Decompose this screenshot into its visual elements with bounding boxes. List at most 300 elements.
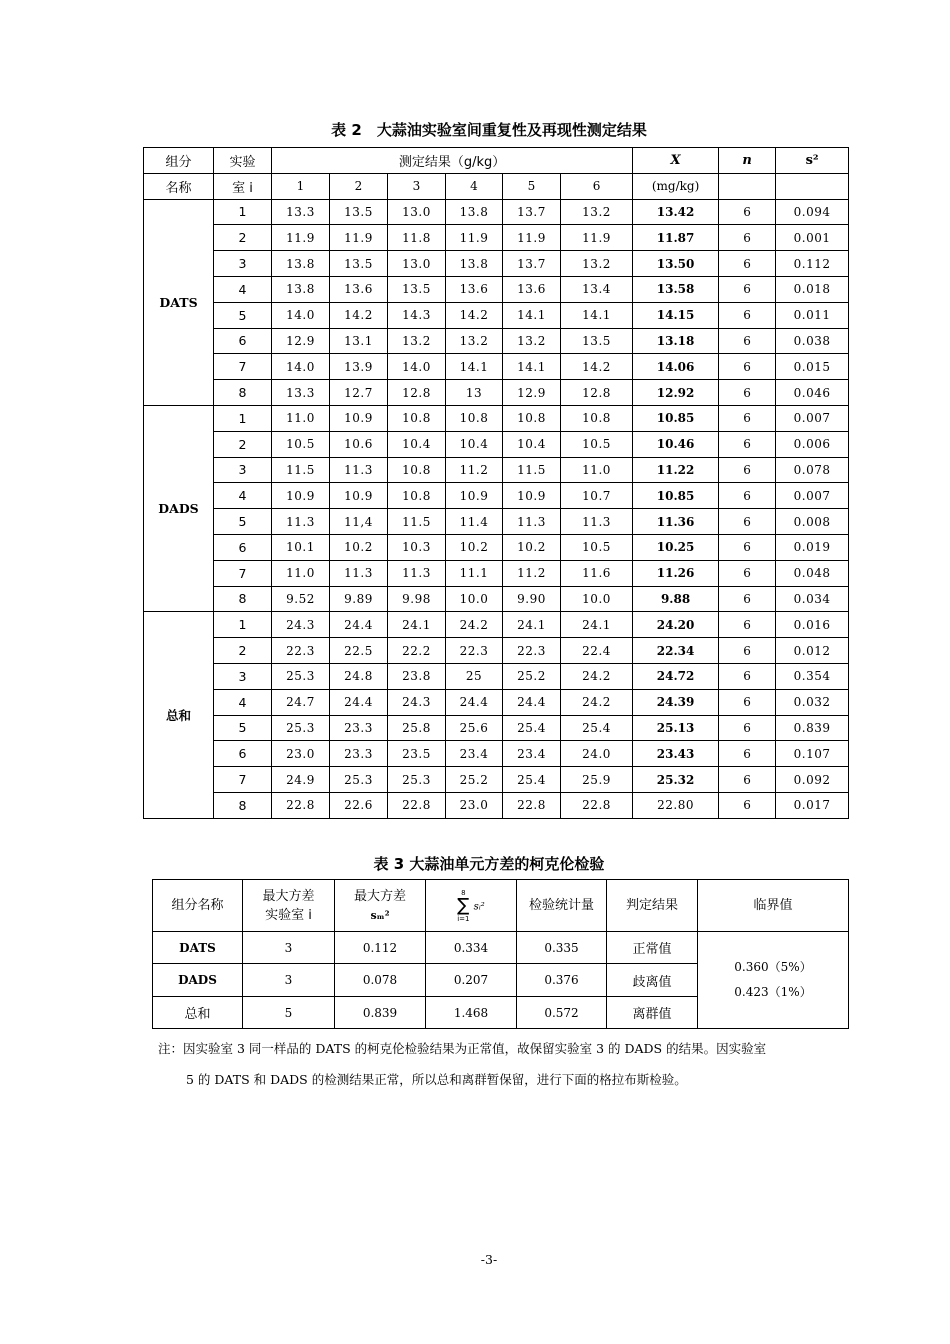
table-row (144, 560, 849, 586)
result-cell: 13.8 (446, 199, 503, 225)
lab-number: 2 (214, 638, 272, 664)
result-cell: 24.4 (330, 612, 388, 638)
result-cell: 24.1 (388, 612, 446, 638)
variance-s2: 0.094 (776, 199, 849, 225)
header-col-5: 5 (503, 173, 561, 199)
result-cell: 22.3 (446, 638, 503, 664)
mean-x: 12.92 (633, 380, 719, 406)
t3-header-sum (426, 880, 517, 932)
table-row (144, 483, 849, 509)
mean-x: 24.72 (633, 663, 719, 689)
result-cell: 13.5 (330, 251, 388, 277)
result-cell: 25.3 (272, 715, 330, 741)
result-cell: 14.0 (388, 354, 446, 380)
result-cell: 11.8 (388, 225, 446, 251)
t3-row-group: DATS (153, 932, 243, 964)
result-cell: 10.4 (388, 431, 446, 457)
lab-number: 7 (214, 767, 272, 793)
result-cell: 11.3 (330, 457, 388, 483)
count-n: 6 (719, 534, 776, 560)
critical-1pct: 0.423（1%） (734, 985, 812, 999)
result-cell: 13.3 (272, 380, 330, 406)
t3-row-sum: 0.207 (426, 964, 517, 997)
table2-caption: 表 2 大蒜油实验室间重复性及再现性测定结果 (331, 121, 647, 139)
result-cell: 25.3 (330, 767, 388, 793)
mean-x: 25.13 (633, 715, 719, 741)
mean-x: 25.32 (633, 767, 719, 793)
result-cell: 9.98 (388, 586, 446, 612)
sum-variable: sᵢ² (473, 901, 485, 912)
header-n: n (719, 148, 776, 174)
variance-s2: 0.006 (776, 431, 849, 457)
result-cell: 11.1 (446, 560, 503, 586)
result-cell: 11.0 (272, 405, 330, 431)
result-cell: 13.0 (388, 199, 446, 225)
mean-x: 10.46 (633, 431, 719, 457)
result-cell: 22.4 (561, 638, 633, 664)
t3-header-maxvar-bottom: sₘ² (370, 908, 390, 922)
variance-s2: 0.007 (776, 405, 849, 431)
result-cell: 24.0 (561, 741, 633, 767)
t3-row-judgement: 歧离值 (607, 964, 698, 997)
result-cell: 10.7 (561, 483, 633, 509)
result-cell: 11.5 (503, 457, 561, 483)
result-cell: 11.0 (272, 560, 330, 586)
variance-s2: 0.016 (776, 612, 849, 638)
t3-row-sum: 0.334 (426, 932, 517, 964)
result-cell: 12.9 (272, 328, 330, 354)
result-cell: 25.9 (561, 767, 633, 793)
result-cell: 24.9 (272, 767, 330, 793)
lab-number: 8 (214, 586, 272, 612)
result-cell: 10.9 (272, 483, 330, 509)
table-row (144, 767, 849, 793)
result-cell: 10.9 (446, 483, 503, 509)
result-cell: 10.8 (446, 405, 503, 431)
table-row (144, 405, 849, 431)
table-row (144, 715, 849, 741)
lab-number: 2 (214, 431, 272, 457)
result-cell: 23.8 (388, 663, 446, 689)
result-cell: 10.4 (503, 431, 561, 457)
table-row (144, 276, 849, 302)
result-cell: 23.3 (330, 741, 388, 767)
mean-x: 10.85 (633, 483, 719, 509)
result-cell: 25.2 (503, 663, 561, 689)
variance-s2: 0.038 (776, 328, 849, 354)
lab-number: 7 (214, 354, 272, 380)
result-cell: 25.4 (503, 767, 561, 793)
result-cell: 10.8 (388, 405, 446, 431)
table-row (144, 741, 849, 767)
lab-number: 6 (214, 741, 272, 767)
result-cell: 24.8 (330, 663, 388, 689)
result-cell: 25.4 (503, 715, 561, 741)
t3-header-judgement: 判定结果 (607, 880, 698, 932)
result-cell: 13.3 (272, 199, 330, 225)
count-n: 6 (719, 276, 776, 302)
t3-row-group: 总和 (153, 997, 243, 1029)
t3-row-maxvar: 0.078 (335, 964, 426, 997)
table3-caption: 表 3 大蒜油单元方差的柯克伦检验 (373, 855, 605, 873)
result-cell: 10.9 (330, 483, 388, 509)
count-n: 6 (719, 380, 776, 406)
group-name: DADS (144, 405, 214, 611)
variance-s2: 0.015 (776, 354, 849, 380)
result-cell: 11.5 (388, 509, 446, 535)
result-cell: 14.3 (388, 302, 446, 328)
t3-header-group: 组分名称 (153, 880, 243, 932)
mean-x: 14.15 (633, 302, 719, 328)
result-cell: 13.2 (561, 199, 633, 225)
result-cell: 10.8 (388, 483, 446, 509)
result-cell: 11.5 (272, 457, 330, 483)
mean-x: 24.39 (633, 689, 719, 715)
header-s2-blank (776, 173, 849, 199)
mean-x: 10.25 (633, 534, 719, 560)
lab-number: 5 (214, 302, 272, 328)
mean-x: 13.42 (633, 199, 719, 225)
mean-x: 22.34 (633, 638, 719, 664)
table-row (144, 302, 849, 328)
t3-header-maxvar (335, 880, 426, 932)
t3-row-lab: 3 (243, 932, 335, 964)
t3-header-maxlab (243, 880, 335, 932)
variance-s2: 0.034 (776, 586, 849, 612)
result-cell: 10.2 (446, 534, 503, 560)
t3-header-stat: 检验统计量 (517, 880, 607, 932)
variance-s2: 0.011 (776, 302, 849, 328)
result-cell: 12.7 (330, 380, 388, 406)
result-cell: 11.9 (272, 225, 330, 251)
result-cell: 13.2 (446, 328, 503, 354)
count-n: 6 (719, 302, 776, 328)
result-cell: 13.9 (330, 354, 388, 380)
result-cell: 13.8 (446, 251, 503, 277)
t3-row-maxvar: 0.112 (335, 932, 426, 964)
result-cell: 25 (446, 663, 503, 689)
table2-body (144, 199, 849, 818)
result-cell: 13.7 (503, 251, 561, 277)
lab-number: 3 (214, 251, 272, 277)
result-cell: 13.5 (330, 199, 388, 225)
result-cell: 22.2 (388, 638, 446, 664)
result-cell: 11.9 (330, 225, 388, 251)
variance-s2: 0.092 (776, 767, 849, 793)
mean-x: 13.18 (633, 328, 719, 354)
result-cell: 25.3 (272, 663, 330, 689)
result-cell: 23.0 (272, 741, 330, 767)
count-n: 6 (719, 689, 776, 715)
mean-x: 11.22 (633, 457, 719, 483)
result-cell: 11.0 (561, 457, 633, 483)
count-n: 6 (719, 638, 776, 664)
lab-number: 1 (214, 405, 272, 431)
variance-s2: 0.107 (776, 741, 849, 767)
note-line-2: 5 的 DATS 和 DADS 的检测结果正常，所以总和离群暂保留，进行下面的格拉布斯检验。 (186, 1072, 687, 1087)
critical-5pct: 0.360（5%） (734, 960, 812, 974)
lab-number: 6 (214, 534, 272, 560)
note-line-1: 注：因实验室 3 同一样品的 DATS 的柯克伦检验结果为正常值，故保留实验室 3 的 DADS 的结果。因实验室 (158, 1041, 767, 1056)
sigma-icon (457, 888, 469, 924)
header-n-blank (719, 173, 776, 199)
variance-s2: 0.018 (776, 276, 849, 302)
t3-row-lab: 3 (243, 964, 335, 997)
result-cell: 10.5 (561, 431, 633, 457)
group-name: DATS (144, 199, 214, 405)
variance-s2: 0.001 (776, 225, 849, 251)
result-cell: 22.8 (388, 792, 446, 818)
table-row (144, 328, 849, 354)
result-cell: 24.1 (561, 612, 633, 638)
table-row (144, 225, 849, 251)
result-cell: 13.5 (561, 328, 633, 354)
variance-s2: 0.019 (776, 534, 849, 560)
result-cell: 14.2 (330, 302, 388, 328)
lab-number: 7 (214, 560, 272, 586)
result-cell: 9.90 (503, 586, 561, 612)
variance-s2: 0.078 (776, 457, 849, 483)
count-n: 6 (719, 457, 776, 483)
header-results: 测定结果（g/kg） (272, 148, 633, 174)
result-cell: 23.5 (388, 741, 446, 767)
t3-critical-values (698, 932, 849, 1029)
table3-cochran-test (152, 879, 849, 1029)
header-lab-bottom: 室 i (214, 173, 272, 199)
lab-number: 1 (214, 612, 272, 638)
header-col-2: 2 (330, 173, 388, 199)
result-cell: 25.6 (446, 715, 503, 741)
result-cell: 24.2 (561, 689, 633, 715)
result-cell: 10.6 (330, 431, 388, 457)
variance-s2: 0.012 (776, 638, 849, 664)
result-cell: 23.4 (503, 741, 561, 767)
count-n: 6 (719, 483, 776, 509)
table-row (144, 534, 849, 560)
mean-x: 9.88 (633, 586, 719, 612)
result-cell: 13.2 (503, 328, 561, 354)
result-cell: 10.2 (503, 534, 561, 560)
table-row (144, 251, 849, 277)
result-cell: 9.89 (330, 586, 388, 612)
result-cell: 11,4 (330, 509, 388, 535)
result-cell: 11.9 (503, 225, 561, 251)
table-row (144, 457, 849, 483)
mean-x: 11.36 (633, 509, 719, 535)
sum-upper-limit: 8 (461, 888, 466, 897)
table-row (144, 380, 849, 406)
header-col-3: 3 (388, 173, 446, 199)
count-n: 6 (719, 251, 776, 277)
t3-header-maxlab-top: 最大方差 (262, 888, 315, 904)
result-cell: 24.7 (272, 689, 330, 715)
result-cell: 10.9 (503, 483, 561, 509)
table-row (144, 431, 849, 457)
header-col-4: 4 (446, 173, 503, 199)
table-row (144, 509, 849, 535)
table-row (144, 586, 849, 612)
result-cell: 22.8 (272, 792, 330, 818)
sum-symbol: ∑ (457, 894, 470, 916)
result-cell: 11.4 (446, 509, 503, 535)
result-cell: 24.2 (446, 612, 503, 638)
result-cell: 11.9 (446, 225, 503, 251)
group-name: 总和 (144, 612, 214, 818)
result-cell: 10.4 (446, 431, 503, 457)
result-cell: 14.1 (561, 302, 633, 328)
result-cell: 24.4 (446, 689, 503, 715)
lab-number: 6 (214, 328, 272, 354)
result-cell: 11.3 (272, 509, 330, 535)
mean-x: 23.43 (633, 741, 719, 767)
result-cell: 9.52 (272, 586, 330, 612)
result-cell: 10.5 (561, 534, 633, 560)
mean-x: 24.20 (633, 612, 719, 638)
result-cell: 22.8 (503, 792, 561, 818)
count-n: 6 (719, 560, 776, 586)
table2-repeatability (143, 147, 849, 819)
variance-s2: 0.017 (776, 792, 849, 818)
result-cell: 13.4 (561, 276, 633, 302)
lab-number: 4 (214, 483, 272, 509)
count-n: 6 (719, 328, 776, 354)
result-cell: 10.9 (330, 405, 388, 431)
count-n: 6 (719, 225, 776, 251)
mean-x: 13.58 (633, 276, 719, 302)
result-cell: 14.0 (272, 354, 330, 380)
result-cell: 22.3 (503, 638, 561, 664)
result-cell: 23.3 (330, 715, 388, 741)
variance-s2: 0.008 (776, 509, 849, 535)
count-n: 6 (719, 586, 776, 612)
result-cell: 24.4 (503, 689, 561, 715)
t3-row-judgement: 离群值 (607, 997, 698, 1029)
t3-row-sum: 1.468 (426, 997, 517, 1029)
result-cell: 10.8 (503, 405, 561, 431)
result-cell: 13.2 (388, 328, 446, 354)
result-cell: 10.5 (272, 431, 330, 457)
variance-s2: 0.007 (776, 483, 849, 509)
result-cell: 12.8 (561, 380, 633, 406)
result-cell: 14.2 (561, 354, 633, 380)
result-cell: 14.2 (446, 302, 503, 328)
result-cell: 11.2 (503, 560, 561, 586)
mean-x: 13.50 (633, 251, 719, 277)
result-cell: 11.6 (561, 560, 633, 586)
table-row (144, 663, 849, 689)
table-row (144, 199, 849, 225)
result-cell: 13 (446, 380, 503, 406)
header-s2: s² (776, 148, 849, 174)
count-n: 6 (719, 509, 776, 535)
variance-s2: 0.032 (776, 689, 849, 715)
mean-x: 14.06 (633, 354, 719, 380)
result-cell: 14.1 (503, 354, 561, 380)
mean-x: 11.87 (633, 225, 719, 251)
count-n: 6 (719, 354, 776, 380)
result-cell: 22.6 (330, 792, 388, 818)
table-row (144, 354, 849, 380)
result-cell: 10.0 (561, 586, 633, 612)
result-cell: 24.3 (272, 612, 330, 638)
lab-number: 3 (214, 457, 272, 483)
page-number: -3- (480, 1252, 498, 1267)
result-cell: 25.3 (388, 767, 446, 793)
lab-number: 8 (214, 792, 272, 818)
table-row (144, 792, 849, 818)
lab-number: 4 (214, 689, 272, 715)
mean-x: 22.80 (633, 792, 719, 818)
result-cell: 11.9 (561, 225, 633, 251)
result-cell: 11.3 (388, 560, 446, 586)
t3-row-lab: 5 (243, 997, 335, 1029)
lab-number: 5 (214, 509, 272, 535)
result-cell: 11.2 (446, 457, 503, 483)
sum-lower-limit: i=1 (457, 914, 470, 923)
count-n: 6 (719, 663, 776, 689)
t3-row-stat: 0.376 (517, 964, 607, 997)
t3-row-maxvar: 0.839 (335, 997, 426, 1029)
mean-x: 10.85 (633, 405, 719, 431)
result-cell: 13.6 (446, 276, 503, 302)
table-row (144, 638, 849, 664)
result-cell: 13.0 (388, 251, 446, 277)
result-cell: 10.8 (561, 405, 633, 431)
variance-s2: 0.046 (776, 380, 849, 406)
count-n: 6 (719, 405, 776, 431)
result-cell: 24.4 (330, 689, 388, 715)
result-cell: 14.1 (503, 302, 561, 328)
result-cell: 14.0 (272, 302, 330, 328)
lab-number: 4 (214, 276, 272, 302)
result-cell: 23.4 (446, 741, 503, 767)
mean-x: 11.26 (633, 560, 719, 586)
count-n: 6 (719, 792, 776, 818)
result-cell: 11.3 (503, 509, 561, 535)
count-n: 6 (719, 767, 776, 793)
count-n: 6 (719, 715, 776, 741)
header-x-unit: (mg/kg) (633, 173, 719, 199)
table-row (144, 612, 849, 638)
count-n: 6 (719, 199, 776, 225)
result-cell: 13.2 (561, 251, 633, 277)
header-group-bottom: 名称 (144, 173, 214, 199)
result-cell: 13.5 (388, 276, 446, 302)
result-cell: 25.4 (561, 715, 633, 741)
result-cell: 13.7 (503, 199, 561, 225)
table-row (144, 689, 849, 715)
result-cell: 10.0 (446, 586, 503, 612)
lab-number: 8 (214, 380, 272, 406)
result-cell: 10.1 (272, 534, 330, 560)
t3-header-maxvar-top: 最大方差 (353, 888, 406, 904)
result-cell: 12.8 (388, 380, 446, 406)
result-cell: 13.1 (330, 328, 388, 354)
result-cell: 24.1 (503, 612, 561, 638)
result-cell: 13.6 (330, 276, 388, 302)
header-lab-top: 实验 (214, 148, 272, 174)
result-cell: 24.3 (388, 689, 446, 715)
header-col-6: 6 (561, 173, 633, 199)
result-cell: 24.2 (561, 663, 633, 689)
result-cell: 22.8 (561, 792, 633, 818)
result-cell: 13.8 (272, 251, 330, 277)
header-col-1: 1 (272, 173, 330, 199)
lab-number: 2 (214, 225, 272, 251)
result-cell: 13.6 (503, 276, 561, 302)
t3-row-group: DADS (153, 964, 243, 997)
result-cell: 22.5 (330, 638, 388, 664)
